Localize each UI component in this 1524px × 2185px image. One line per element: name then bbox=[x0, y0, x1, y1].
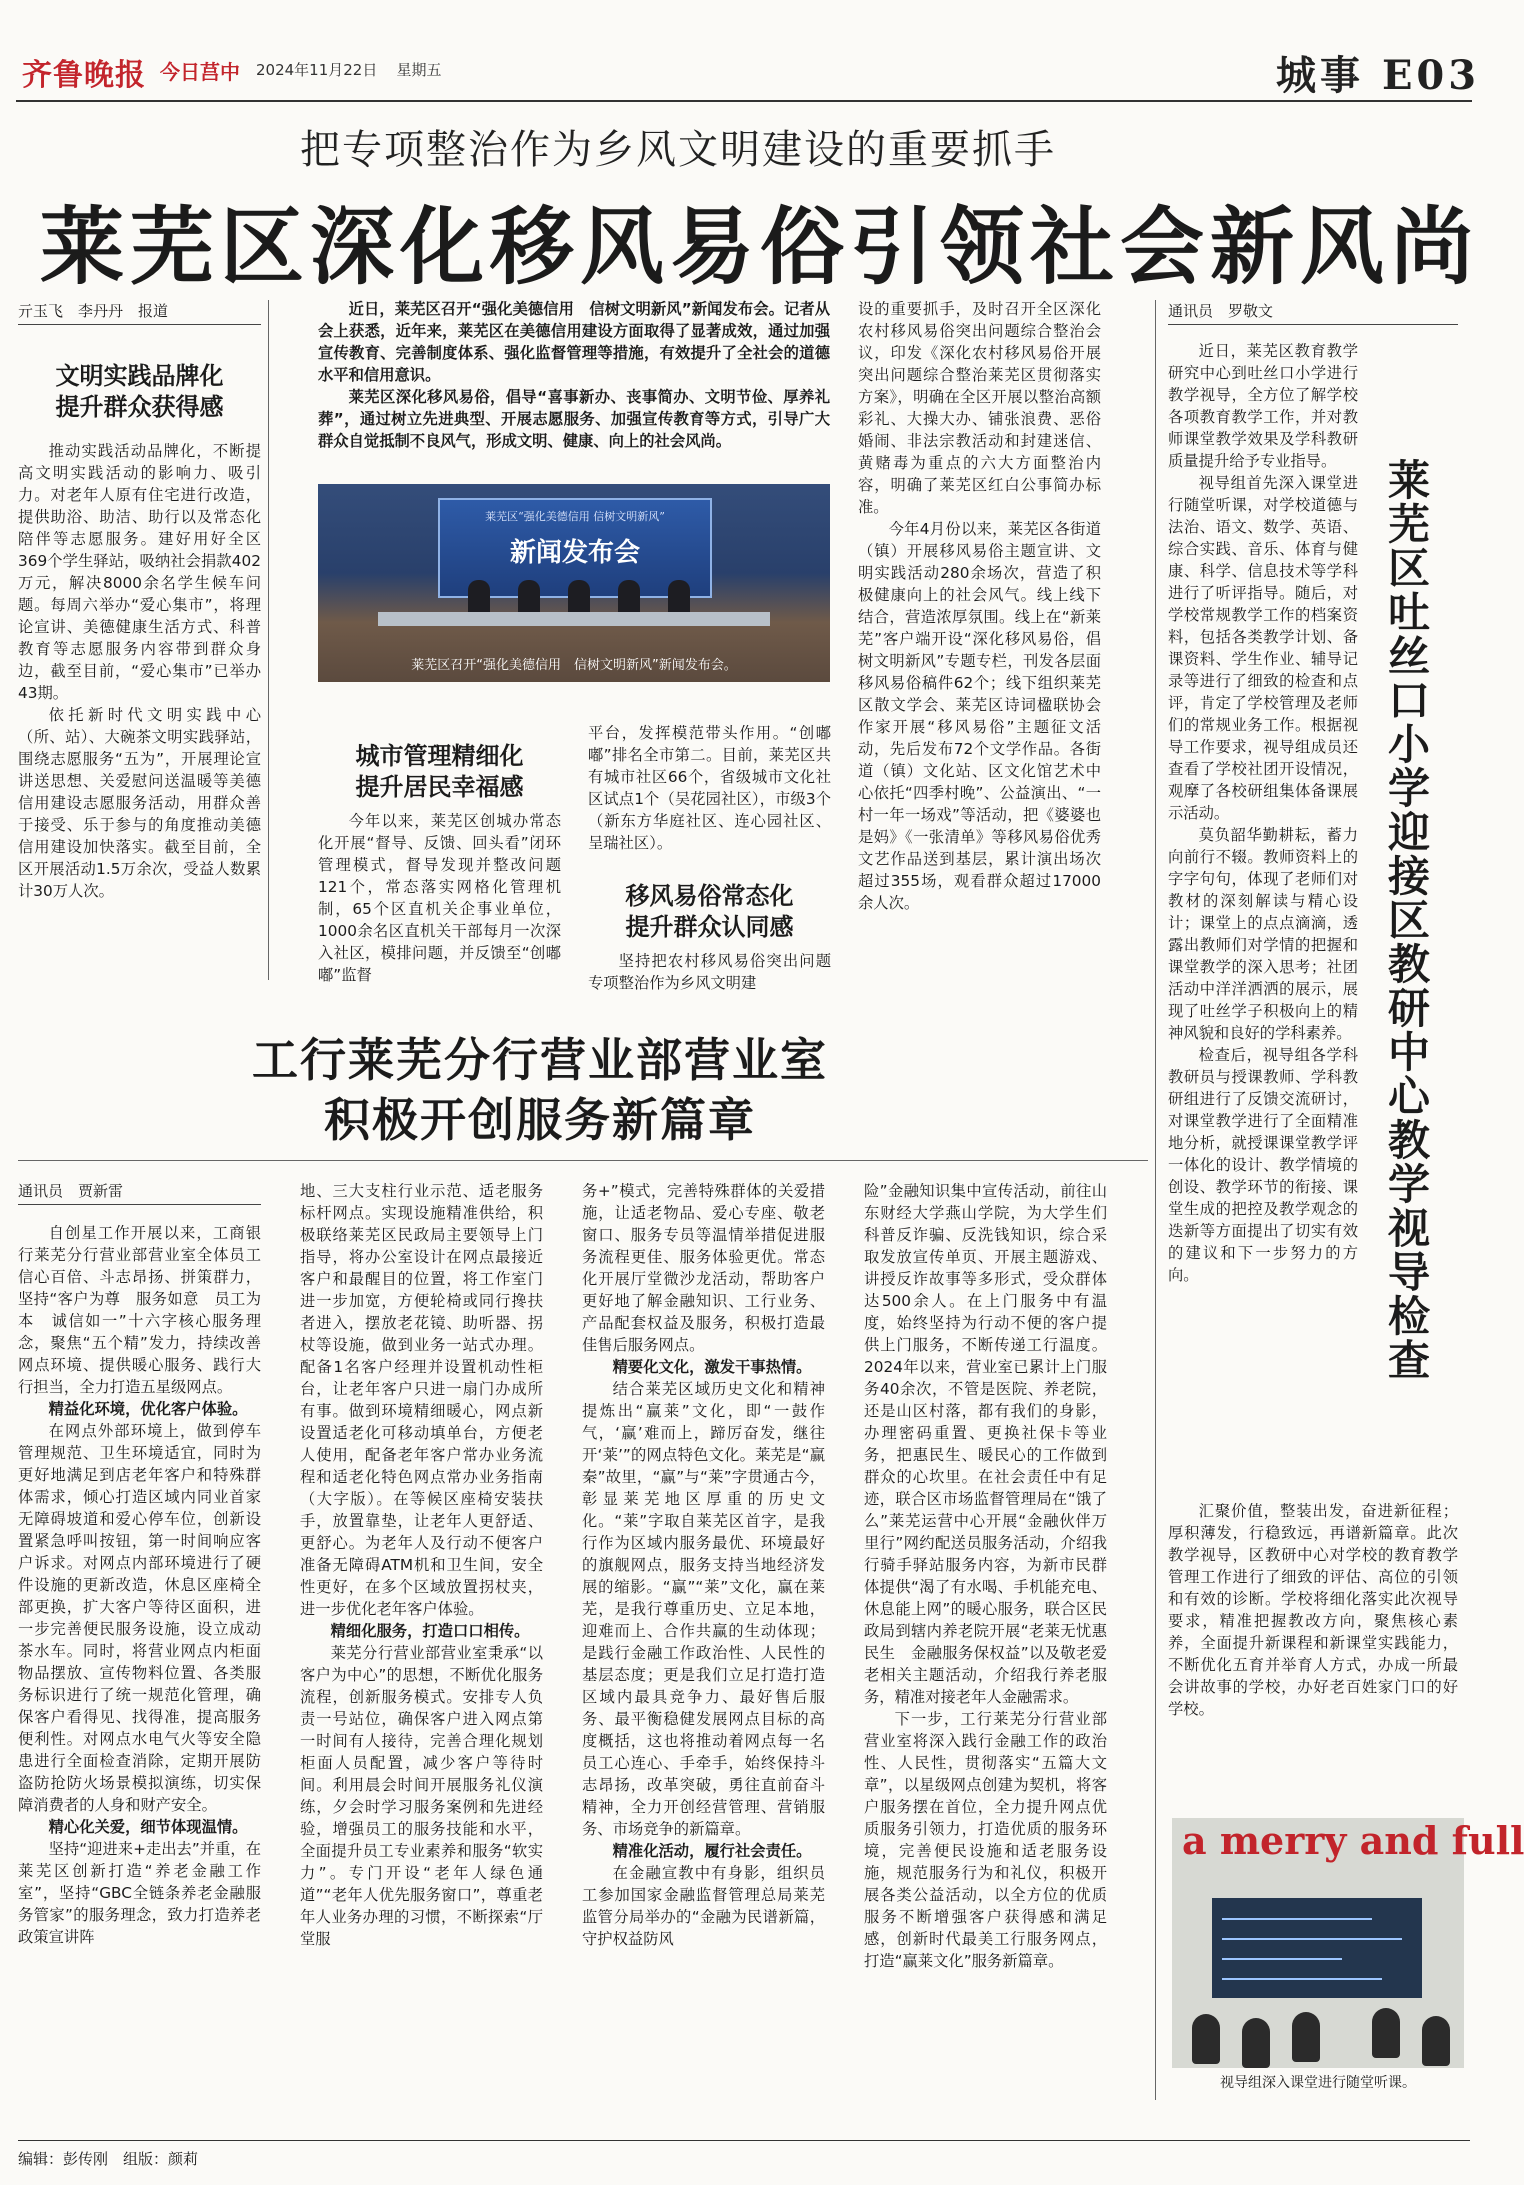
paragraph: 下一步，工行莱芜分行营业部营业室将深入践行金融工作的政治性、人民性，贯彻落实“五篇大文章”，以星级网点创建为契机，将客户服务摆在首位，全力提升网点优质服务引领力，打造优质的服务环境，完善便民设施和适老服务设施，规范服务行为和礼仪，积极开展各类公益活动，以全方位的优质服务不断增强客户获得感和满足感，创新时代最美工行服务网点，打造“赢莱文化”服务新篇章。 bbox=[864, 1710, 1107, 1970]
weekday-text: 星期五 bbox=[396, 61, 442, 79]
photo-caption: 莱芜区召开“强化美德信用 信树文明新风”新闻发布会。 bbox=[411, 658, 737, 673]
speaker-figure bbox=[668, 580, 690, 616]
article1-byline: 亓玉飞 李丹丹 报道 bbox=[18, 300, 261, 325]
article2-headline bbox=[180, 1030, 900, 1150]
paragraph-heading: 精要化文化，激发干事热情。 bbox=[612, 1358, 812, 1376]
article3-headline: 莱芜区吐丝口小学迎接区教研中心教学视导检查 bbox=[1382, 458, 1431, 1382]
date-text: 2024年11月22日 bbox=[256, 61, 378, 79]
article2-column-1 bbox=[18, 1222, 261, 1948]
paragraph: 平台，发挥模范带头作用。“创嘟嘟”排名全市第二。目前，莱芜区共有城市社区66个，省级城市文化社区试点1个（吴花园社区），市级3个（新东方华庭社区、连心园社区、呈瑞社区）。 bbox=[588, 724, 831, 852]
paragraph-heading: 精益化环境，优化客户体验。 bbox=[48, 1400, 248, 1418]
classroom-photo-caption: 视导组深入课堂进行随堂听课。 bbox=[1220, 2075, 1416, 2091]
article1-column-2 bbox=[318, 810, 561, 986]
paragraph: 今年4月份以来，莱芜区各街道（镇）开展移风易俗主题宣讲、文明实践活动280余场次，营造了积极健康向上的社会风气。线上线下结合，营造浓厚氛围。线上在“新莱芜”客户端开设“深化移风易俗，倡树文明新风”专题专栏，刊发各层面移风易俗稿件62个；线下组织莱芜区散文学会、莱芜区诗词楹联协会作家开展“移风易俗”主题征文活动，先后发布72个文学作品。各街道（镇）文化站、区文化馆艺术中心依托“四季村晚”、公益演出、“一村一年一场戏”等活动，把《婆婆也是妈》《一张清单》等移风易俗优秀文艺作品送到基层，累计演出场次超过355场，观看群众超过17000余人次。 bbox=[858, 520, 1101, 912]
article3-byline: 通讯员 罗敬文 bbox=[1168, 300, 1458, 325]
screen-title-text: 新闻发布会 bbox=[509, 538, 640, 568]
paragraph: 地、三大支柱行业示范、适老服务标杆网点。实现设施精准供给，积极联络莱芜区民政局主要领导上门指导，将办公室设计在网点最接近客户和最醒目的位置，将工作室门进一步加宽，方便轮椅或同行搀扶者进入，摆放老花镜、助听器、拐杖等设施，做到业务一站式办理。配备1名客户经理并设置机动性柜台，让老年客户只进一扇门办成所有事。做到环境精细暖心，网点新设置适老化可移动填单台，方便老人使用，配备老年客户常办业务流程和适老化特色网点常办业务指南（大字版）。在等候区座椅安装扶手，放置靠垫，让老年人更舒适、更舒心。为老年人及行动不便客户准备无障碍ATM机和卫生间，安全性更好，在多个区域放置拐杖夹，进一步优化老年客户体验。 bbox=[300, 1182, 543, 1618]
column-divider bbox=[268, 300, 269, 980]
article1-column-1 bbox=[18, 440, 261, 902]
column-divider bbox=[1155, 300, 1156, 2100]
paragraph: 险”金融知识集中宣传活动，前往山东财经大学燕山学院，为大学生们科普反诈骗、反洗钱知识，综合采取发放宣传单页、开展主题游戏、讲授反诈故事等多形式，受众群体达500余人。在上门服务中有温度，始终坚持为行动不便的客户提供上门服务，不断传递工行温度。2024年以来，营业室已累计上门服务40余次，不管是医院、养老院，还是山区村落，都有我们的身影，办理密码重置、更换社保卡等业务，把惠民生、暖民心的工作做到群众的心坎里。在社会责任中有足迹，联合区市场监督管理局在“饿了么”莱芜运营中心开展“金融伙伴万里行”网约配送员服务活动，介绍我行骑手驿站服务内容，为新市民群体提供“渴了有水喝、手机能充电、休息能上网”的暖心服务，联合区民政局到辖内养老院开展“老莱无忧惠民生 金融服务保权益”以及敬老爱老相关主题活动，介绍我行养老服务，精准对接老年人金融需求。 bbox=[864, 1182, 1107, 1706]
speaker-figure bbox=[468, 580, 490, 616]
student-figure bbox=[1372, 2008, 1400, 2058]
masthead-rule bbox=[16, 100, 1472, 102]
paragraph-heading: 精准化活动，履行社会责任。 bbox=[612, 1842, 812, 1860]
classroom-screen bbox=[1212, 1898, 1422, 1998]
article3-column-narrow bbox=[1168, 340, 1358, 1286]
article3-column-wide bbox=[1168, 1500, 1458, 1720]
article2-headline-line1: 工行莱芜分行营业部营业室 bbox=[252, 1033, 828, 1087]
newspaper-logo: 齐鲁晚报 bbox=[22, 58, 146, 93]
paragraph: 近日，莱芜区教育教学研究中心到吐丝口小学进行教学视导，全方位了解学校各项教育教学工作，并对教师课堂教学效果及学科教研质量提升给予专业指导。 bbox=[1168, 342, 1358, 470]
speaker-figure bbox=[568, 580, 590, 616]
article1-kicker: 把专项整治作为乡风文明建设的重要抓手 bbox=[300, 127, 1056, 173]
paragraph: 务+”模式，完善特殊群体的关爱措施，让适老物品、爱心专座、敬老窗口、服务专员等温情举措促进服务流程更佳、服务体验更优。常态化开展厅堂微沙龙活动，帮助客户更好地了解金融知识、工行业务、产品配套权益及服务，积极打造最佳售后服务网点。 bbox=[582, 1182, 825, 1354]
paragraph-heading: 精心化关爱，细节体现温情。 bbox=[48, 1818, 248, 1836]
article1-subhead-3: 移风易俗常态化 提升群众认同感 bbox=[625, 881, 794, 941]
article2-column-4 bbox=[864, 1180, 1107, 1972]
footer-rule bbox=[18, 2140, 1470, 2141]
student-figure bbox=[1192, 2014, 1220, 2064]
edition-label: 今日莒中 bbox=[160, 60, 240, 84]
paragraph: 近日，莱芜区召开“强化美德信用 信树文明新风”新闻发布会。记者从会上获悉，近年来，莱芜区在美德信用建设方面取得了显著成效，通过加强宣传教育、完善制度体系、强化监督管理等措施，有效提升了全社会的道德水平和信用意识。 bbox=[318, 300, 830, 384]
article1-subhead-2: 城市管理精细化 提升居民幸福感 bbox=[355, 741, 524, 801]
classroom-photo bbox=[1172, 1818, 1524, 2068]
paragraph: 依托新时代文明实践中心（所、站）、大碗茶文明实践驿站，围绕志愿服务“五为”，开展理论宣讲送思想、关爱慰问送温暖等美德信用建设志愿服务活动，用群众善于接受、乐于参与的角度推动美德信用建设加快落实。截至目前，全区开展活动1.5万余次，受益人数累计30万人次。 bbox=[18, 706, 261, 900]
screen-top-text: 莱芜区“强化美德信用 信树文明新风” bbox=[485, 510, 665, 523]
student-figure bbox=[1422, 2016, 1450, 2066]
section-name: 城事 bbox=[1276, 52, 1364, 99]
screen-text-line bbox=[1222, 1958, 1342, 1960]
paragraph: 莫负韶华勤耕耘，蓄力向前行不辍。教师资料上的字字句句，体现了老师们对教材的深刻解读与精心设计；课堂上的点点滴滴，透露出教师们对学情的把握和课堂教学的深入思考；社团活动中洋洋洒洒的展示，展现了吐丝学子积极向上的精神风貌和良好的学科素养。 bbox=[1168, 826, 1358, 1042]
article2-headline-line2: 积极开创服务新篇章 bbox=[324, 1093, 756, 1147]
student-figure bbox=[1292, 2012, 1320, 2062]
article1-column-3b bbox=[588, 950, 831, 994]
speaker-figure bbox=[518, 580, 540, 616]
paragraph: 检查后，视导组各学科教研员与授课教师、学科教研组进行了反馈交流研讨，对课堂教学进行了全面精准地分析，就授课课堂教学评一体化的设计、教学情境的创设、教学环节的衔接、课堂生成的把控及教学观念的迭新等方面提出了切实有效的建议和下一步努力的方向。 bbox=[1168, 1046, 1358, 1284]
conference-table bbox=[378, 612, 770, 626]
student-figure bbox=[1242, 2018, 1270, 2068]
paragraph: 在网点外部环境上，做到停车管理规范、卫生环境适宜，同时为更好地满足到店老年客户和特殊群体需求，倾心打造区域内同业首家无障碍坡道和爱心停车位，创新设置紧急呼叫按钮，第一时间响应客户诉求。对网点内部环境进行了硬件设施的更新改造，休息区座椅全部更换，扩大客户等待区面积，进一步完善便民服务设施，设立成动茶水车。同时，将营业网点内柜面物品摆放、宣传物料位置、各类服务标识进行了统一规范化管理，确保客户看得见、找得准，提高服务便利性。对网点水电气火等安全隐患进行全面检查消除，定期开展防盗防抢防火场景模拟演练，切实保障消费者的人身和财产安全。 bbox=[18, 1422, 261, 1814]
paragraph: 结合莱芜区域历史文化和精神提炼出“赢莱”文化，即“一鼓作气，‘赢’难而上，蹄厉奋发，继往开‘莱’”的网点特色文化。莱芜是“赢秦”故里，“赢”与“莱”字贯通古今，彰显莱芜地区厚重的历史文化。“莱”字取自莱芜区首字，是我行作为区域内服务最优、环境最好的旗舰网点，服务支持当地经济发展的缩影。“赢”“莱”文化，赢在莱芜，是我行尊重历史、立足本地，迎难而上、合作共赢的生动体现；是践行金融工作政治性、人民性的基层态度；更是我们立足打造打造区域内最具竞争力、最好售后服务、最平衡稳健发展网点目标的高度概括，这也将推动着网点每一名员工心连心、手牵手，始终保持斗志昂扬，改革突破，勇往直前奋斗精神，全力开创经营管理、营销服务、市场竞争的新篇章。 bbox=[582, 1380, 825, 1838]
issue-date bbox=[256, 59, 441, 80]
page-number: E03 bbox=[1381, 52, 1481, 99]
section-divider bbox=[18, 1160, 1148, 1161]
article1-subhead-1: 文明实践品牌化 提升群众获得感 bbox=[55, 361, 224, 421]
paragraph: 在金融宣教中有身影，组织员工参加国家金融监督管理总局莱芜监管分局举办的“金融为民谱新篇，守护权益防风 bbox=[582, 1864, 825, 1948]
screen-text-line bbox=[1222, 1938, 1402, 1940]
screen-text-line bbox=[1222, 1918, 1372, 1920]
paragraph: 莱芜分行营业部营业室秉承“以客户为中心”的思想，不断优化服务流程，创新服务模式。安排专人负责一号站位，确保客户进入网点第一时间有人接待，完善合理化规划柜面人员配置，减少客户等待时间。利用晨会时间开展服务礼仪演练，夕会时学习服务案例和先进经验，增强员工的服务技能和水平，全面提升员工专业素养和服务“软实力”。专门开设“老年人绿色通道”“老年人优先服务窗口”，尊重老年人业务办理的习惯，不断探索“厅堂服 bbox=[300, 1644, 543, 1948]
article2-column-2 bbox=[300, 1180, 543, 1950]
paragraph: 视导组首先深入课堂进行随堂听课，对学校道德与法治、语文、数学、英语、综合实践、音乐、体育与健康、科学、信息技术等学科进行了听评指导。随后，对学校常规教学工作的档案资料，包括各类教学计划、备课资料、学生作业、辅导记录等进行了细致的检查和点评，肯定了学校管理及老师们的常规业务工作。根据视导工作要求，视导组成员还查看了学校社团开设情况，观摩了各校研组集体备课展示活动。 bbox=[1168, 474, 1358, 822]
article1-lead bbox=[318, 298, 830, 452]
editor-credits: 编辑：彭传刚 组版：颜莉 bbox=[18, 2150, 199, 2168]
paragraph: 汇聚价值，整装出发，奋进新征程；厚积薄发，行稳致远，再谱新篇章。此次教学视导，区教研中心对学校的教育教学管理工作进行了细致的评估、高位的引领和有效的诊断。学校将细化落实此次视导要求，精准把握教改方向，聚焦核心素养，全面提升新课程和新课堂实践能力，不断优化五育并举育人方式，办成一所最会讲故事的学校，办好老百姓家门口的好学校。 bbox=[1168, 1502, 1458, 1718]
paragraph-heading: 精细化服务，打造口口相传。 bbox=[330, 1622, 530, 1640]
classroom-banner-text: a merry and full bbox=[1182, 1818, 1524, 1863]
speaker-figure bbox=[618, 580, 640, 616]
press-conference-photo bbox=[318, 484, 830, 682]
paragraph: 坚持“迎进来+走出去”并重，在莱芜区创新打造“养老金融工作室”，坚持“GBC全链条养老金融服务管家”的服务理念，致力打造养老政策宣讲阵 bbox=[18, 1840, 261, 1946]
article1-column-4 bbox=[858, 298, 1101, 914]
paragraph: 自创星工作开展以来，工商银行莱芜分行营业部营业室全体员工信心百倍、斗志昂扬、拼策群力，坚持“客户为尊 服务如意 员工为本 诚信如一”十六字核心服务理念，聚焦“五个精”发力，持续改善网点环境、提供暖心服务、践行大行担当，全力打造五星级网点。 bbox=[18, 1224, 261, 1396]
article2-column-3 bbox=[582, 1180, 825, 1950]
paragraph: 坚持把农村移风易俗突出问题专项整治作为乡风文明建 bbox=[588, 952, 831, 992]
article1-headline: 莱芜区深化移风易俗引领社会新风尚 bbox=[40, 197, 1481, 296]
paragraph: 莱芜区深化移风易俗，倡导“喜事新办、丧事简办、文明节俭、厚养礼葬”，通过树立先进典型、开展志愿服务、加强宣传教育等方式，引导广大群众自觉抵制不良风气，形成文明、健康、向上的社会风尚。 bbox=[318, 388, 830, 450]
section-label bbox=[1276, 44, 1480, 101]
article1-column-3 bbox=[588, 722, 831, 854]
paragraph: 设的重要抓手，及时召开全区深化农村移风易俗突出问题综合整治会议，印发《深化农村移风易俗开展突出问题综合整治莱芜区贯彻落实方案》，明确在全区开展以整治高额彩礼、大操大办、铺张浪费、恶俗婚闹、非法宗教活动和封建迷信、黄赌毒为重点的六大方面整治内容，明确了莱芜区红白公事简办标准。 bbox=[858, 300, 1101, 516]
paragraph: 推动实践活动品牌化，不断提高文明实践活动的影响力、吸引力。对老年人原有住宅进行改造，提供助浴、助洁、助行以及常态化陪伴等志愿服务。建好用好全区369个学生驿站，吸纳社会捐款402万元，解决8000余名学生候车问题。每周六举办“爱心集市”，将理论宣讲、美德健康生活方式、科普教育等志愿服务内容带到群众身边，截至目前，“爱心集市”已举办43期。 bbox=[18, 442, 261, 702]
paragraph: 今年以来，莱芜区创城办常态化开展“督导、反馈、回头看”闭环管理模式，督导发现并整改问题121个，常态落实网格化管理机制，65个区直机关企事业单位，1000余名区直机关干部每月一次深入社区，模排问题，并反馈至“创嘟嘟”监督 bbox=[318, 812, 561, 984]
screen-text-line bbox=[1222, 1978, 1382, 1980]
article2-byline: 通讯员 贾新雷 bbox=[18, 1180, 261, 1205]
